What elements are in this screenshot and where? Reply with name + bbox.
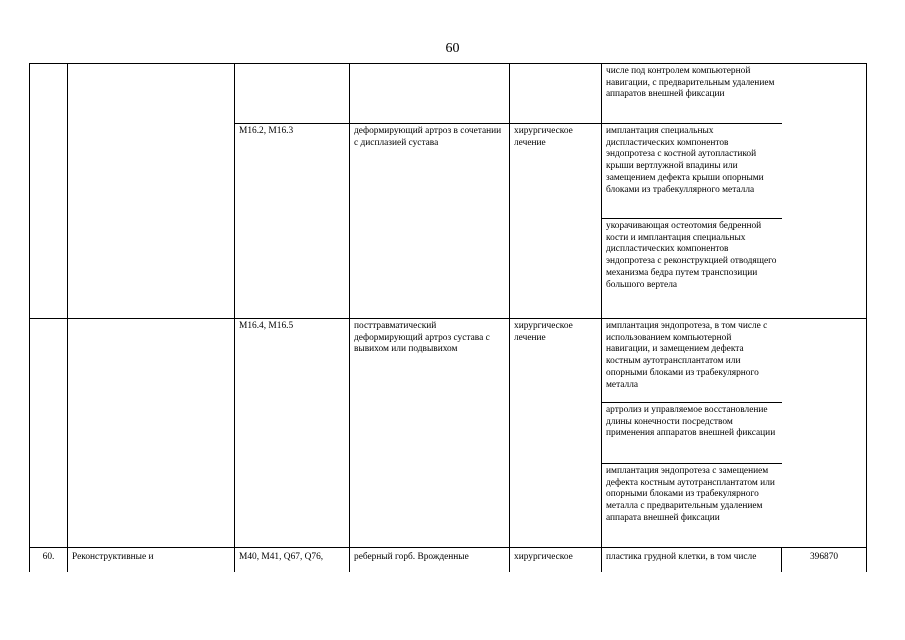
row-number-cell: 60. xyxy=(30,548,68,572)
price-cell xyxy=(782,64,867,319)
table-row xyxy=(30,548,867,572)
method-cell: артролиз и управляемое восстановление длины конечности посредством применения аппаратов внешней фиксации xyxy=(602,403,782,464)
method-cell: имплантация эндопротеза с замещением дефекта костным аутотрансплантатом или опорными блоками из трабекулярного металла с предварительным удалением аппарата внешней фиксации xyxy=(602,464,782,548)
page-number: 60 xyxy=(445,41,460,56)
method-cell: имплантация эндопротеза, в том числе с использованием компьютерной навигации, и замещением дефекта костным аутотрансплантатом или опорными блоками из трабекулярного металла xyxy=(602,319,782,403)
codes-cell: M40, M41, Q67, Q76, xyxy=(235,548,350,572)
medical-care-table xyxy=(29,63,867,572)
price-cell xyxy=(782,319,867,548)
model-cell: реберный горб. Врожденные xyxy=(350,548,510,572)
codes-cell: M16.4, M16.5 xyxy=(235,319,350,548)
method-cell: имплантация специальных диспластических компонентов эндопротеза с костной аутопластикой крыши вертлужной впадины или замещением дефекта крыши опорными блоками из трабекуллярного металла xyxy=(602,124,782,219)
group-name-cell xyxy=(68,64,235,319)
treatment-cell: хирургическое лечение xyxy=(510,124,602,319)
group-name-cell xyxy=(68,319,235,548)
treatment-cell xyxy=(510,64,602,124)
row-number-cell xyxy=(30,64,68,319)
method-cell: числе под контролем компьютерной навигации, с предварительным удалением аппаратов внешней фиксации xyxy=(602,64,782,124)
treatment-cell: хирургическое лечение xyxy=(510,319,602,548)
codes-cell xyxy=(235,64,350,124)
model-cell: деформирующий артроз в сочетании с дисплазией сустава xyxy=(350,124,510,319)
method-cell: укорачивающая остеотомия бедренной кости и имплантация специальных диспластических компонентов эндопротеза с реконструкцией отводящего механизма бедра путем транспозиции большого вертела xyxy=(602,219,782,319)
treatment-cell: хирургическое xyxy=(510,548,602,572)
row-number-cell xyxy=(30,319,68,548)
model-cell: посттравматический деформирующий артроз сустава с вывихом или подвывихом xyxy=(350,319,510,548)
model-cell xyxy=(350,64,510,124)
table-row xyxy=(30,64,867,124)
method-cell: пластика грудной клетки, в том числе xyxy=(602,548,782,572)
group-name-cell: Реконструктивные и xyxy=(68,548,235,572)
table-row xyxy=(30,319,867,403)
price-cell: 396870 xyxy=(782,548,867,572)
codes-cell: M16.2, M16.3 xyxy=(235,124,350,319)
